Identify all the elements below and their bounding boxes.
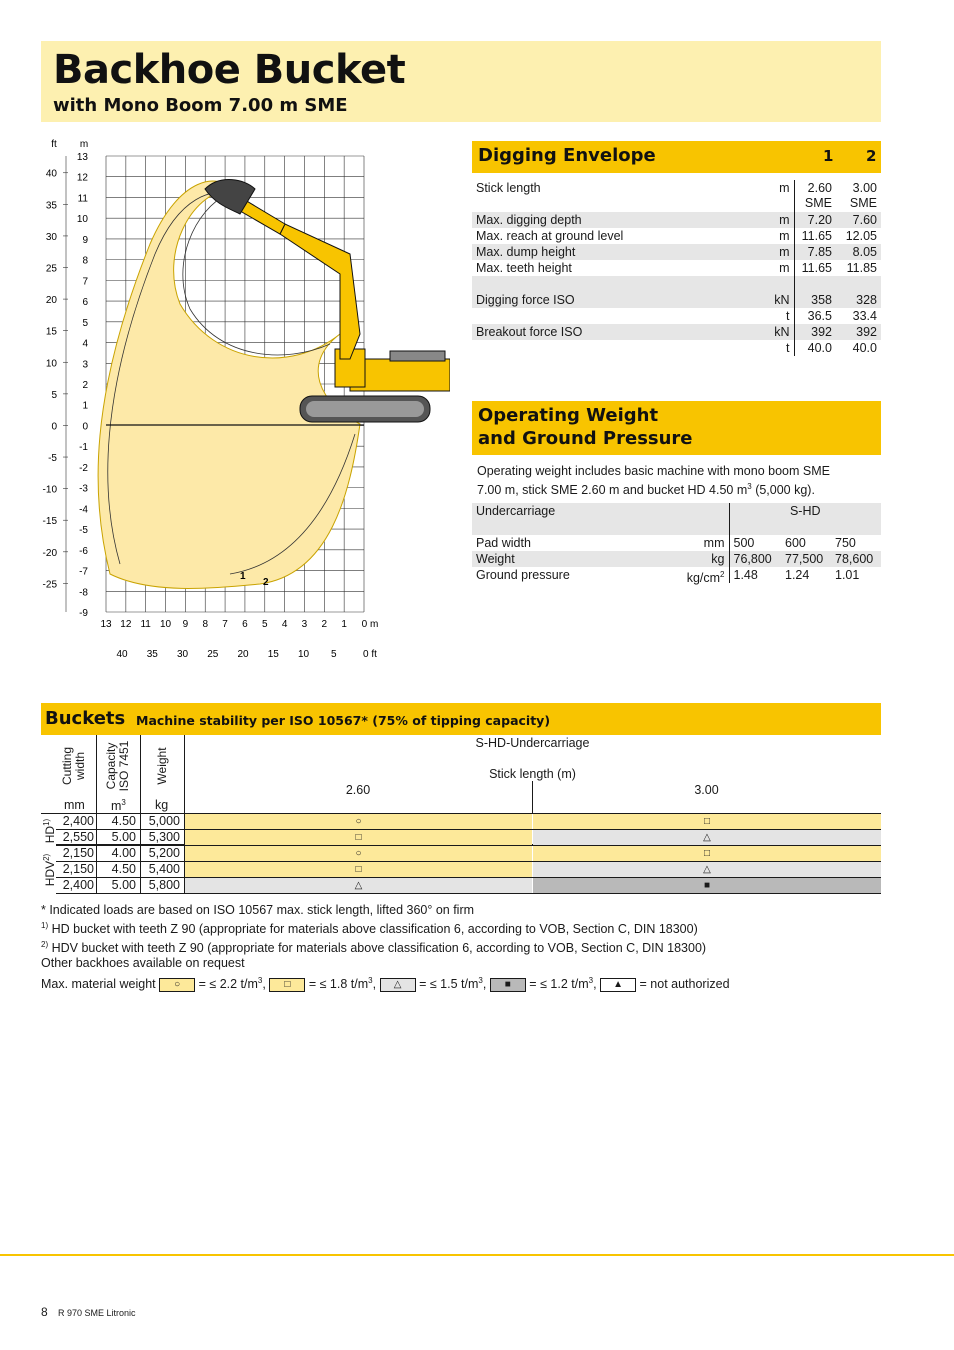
digging-row: Max. teeth height m 11.65 11.85	[476, 261, 877, 275]
bucket-row: 2,400 5.00 5,800 △ ■	[56, 878, 881, 894]
x-tick-m: 7	[222, 619, 228, 630]
footnote-2: $^{2)}$ HDV bucket with teeth Z 90 (appropriate for materials above classification 6, according to VOB, Section C, DIN 18300)	[41, 940, 707, 956]
y-tick-ft: -5	[48, 453, 57, 465]
x-tick-m: 2	[321, 619, 328, 630]
y-tick-m: 7	[82, 276, 88, 288]
bucket-row: 2,150 4.50 5,400 □ △	[56, 862, 881, 878]
y-tick-m: -2	[79, 462, 88, 474]
y-tick-ft: -15	[42, 516, 57, 528]
unit-mm: mm	[64, 798, 85, 812]
y-tick-ft: -20	[42, 547, 57, 559]
y-tick-m: 2	[82, 380, 88, 391]
digging-envelope-diagram	[30, 134, 450, 664]
operating-title-2: and Ground Pressure	[478, 428, 693, 449]
page-subtitle: with Mono Boom 7.00 m SME	[53, 95, 348, 116]
operating-weight-table	[472, 503, 881, 586]
legend-key: ○	[159, 978, 195, 992]
y-tick-m: 12	[76, 172, 88, 184]
x-tick-ft: 20	[237, 649, 249, 660]
page-number: 8	[41, 1305, 48, 1319]
legend-label: Max. material weight	[41, 977, 156, 992]
y-tick-m: -9	[79, 608, 88, 619]
footnotes	[41, 903, 881, 971]
y-tick-m: -5	[79, 525, 88, 537]
x-tick-ft: 5	[330, 649, 337, 660]
y-tick-m: 13	[76, 152, 88, 163]
y-tick-ft: 15	[45, 326, 57, 338]
digging-envelope-header	[472, 141, 881, 173]
x-tick-m: 12	[120, 619, 132, 630]
x-tick-m: 8	[202, 619, 209, 630]
x-tick-ft: 10	[297, 649, 310, 660]
operating-row: Weight kg 76,800 77,500 78,600	[472, 551, 881, 567]
footnote-other: Other backhoes available on request	[41, 956, 245, 971]
footnote-1: $^{1)}$ HD bucket with teeth Z 90 (appropriate for materials above classification 6, according to VOB, Section C, DIN 18300)	[41, 921, 698, 937]
legend-key: ▲	[600, 978, 636, 992]
y-tick-m: -6	[79, 545, 88, 557]
stick-length-b: 3.00	[694, 783, 719, 797]
digging-row: Breakout force ISO kN 392 392	[472, 324, 881, 340]
x-tick-ft: 40	[116, 649, 128, 660]
digging-row: t 40.0 40.0	[786, 341, 877, 355]
y-tick-m: 10	[76, 214, 88, 226]
buckets-title: Buckets	[45, 708, 126, 729]
digging-row: Max. dump height m 7.85 8.05	[472, 244, 881, 260]
digging-row: Max. digging depth m 7.20 7.60	[472, 212, 881, 228]
y-tick-ft: 35	[45, 200, 57, 212]
axis-unit-m: m	[79, 139, 89, 150]
y-tick-ft: -10	[42, 484, 57, 496]
y-tick-ft: 20	[45, 295, 57, 307]
y-tick-m: -3	[79, 483, 88, 495]
buckets-subtitle: Machine stability per ISO 10567* (75% of tipping capacity)	[136, 713, 551, 728]
spacer-row	[472, 276, 881, 292]
buckets-header	[41, 703, 881, 735]
y-tick-m: -8	[79, 587, 88, 599]
y-tick-ft: -25	[42, 579, 57, 591]
x-tick-ft: 15	[267, 649, 279, 660]
undercarriage-heading: S-HD-Undercarriage	[475, 736, 590, 750]
legend-key: △	[380, 978, 416, 992]
y-tick-m: 5	[82, 317, 88, 329]
digging-row: t 36.5 33.4	[786, 309, 877, 323]
col-weight: Weight	[155, 747, 169, 785]
group-hd: HD$^{1)}$	[42, 818, 57, 844]
undercarriage-label: Undercarriage	[472, 503, 729, 535]
y-tick-ft: 10	[45, 358, 57, 370]
stick-length-a: 2.60	[345, 783, 371, 797]
y-tick-m: -7	[79, 566, 88, 578]
legend-key: ■	[490, 978, 526, 992]
x-tick-m: 10	[159, 619, 172, 630]
bucket-row: 2,550 5.00 5,300 □ △	[56, 830, 881, 846]
x-tick-m: 9	[182, 619, 189, 630]
y-tick-m: 11	[77, 193, 88, 205]
legend-text: = ≤ 1.8 $t/m^3$,	[308, 976, 377, 992]
footer-model: R 970 SME Litronic	[58, 1308, 136, 1318]
digging-row: Stick length m 2.60 SME 3.00 SME	[476, 181, 877, 210]
x-tick-m: 11	[140, 619, 151, 630]
unit-kg: kg	[155, 798, 169, 812]
x-tick-m: 0 m	[361, 619, 379, 630]
col-capacity: Capacity ISO 7451	[104, 740, 131, 792]
x-tick-ft: 30	[176, 649, 189, 660]
axis-unit-ft: ft	[51, 139, 57, 150]
y-tick-m: -1	[79, 442, 88, 454]
legend-key: □	[269, 978, 305, 992]
page-title: Backhoe Bucket	[53, 47, 406, 93]
y-tick-m: 1	[82, 400, 88, 412]
digging-row: Max. reach at ground level m 11.65 12.05	[476, 229, 877, 243]
y-tick-m: 6	[82, 297, 88, 309]
legend-text: = not authorized	[639, 977, 730, 992]
y-tick-ft: 5	[51, 389, 57, 401]
page-header	[41, 41, 881, 122]
x-tick-m: 5	[261, 619, 268, 630]
legend-text: = ≤ 2.2 $t/m^3$,	[198, 976, 266, 992]
y-tick-m: 8	[82, 255, 88, 267]
operating-title-1: Operating Weight	[478, 405, 659, 426]
y-tick-m: 0	[82, 421, 88, 433]
x-tick-m: 6	[242, 619, 248, 630]
x-tick-m: 4	[281, 619, 288, 630]
stick-length-heading: Stick length (m)	[489, 767, 576, 781]
legend-text: = ≤ 1.2 $t/m^3$,	[529, 976, 597, 992]
material-legend	[41, 973, 881, 992]
y-tick-m: -4	[79, 504, 88, 516]
footnote-star: * Indicated loads are based on ISO 10567 max. stick length, lifted 360° on firm	[41, 903, 475, 917]
x-tick-m: 3	[301, 619, 308, 630]
curve-label-1: 1	[240, 571, 246, 582]
operating-desc-line1: Operating weight includes basic machine with mono boom SME	[477, 464, 830, 478]
operating-desc-line2: 7.00 m, stick SME 2.60 m and bucket HD 4.50 $m^3$ (5,000 kg).	[477, 482, 815, 498]
y-tick-m: 9	[82, 234, 88, 246]
unit-m3: $m^3$	[111, 798, 126, 814]
x-tick-m: 13	[100, 619, 112, 630]
y-tick-m: 3	[82, 359, 88, 371]
undercarriage-value: S-HD	[729, 503, 881, 535]
x-tick-ft: 35	[146, 649, 158, 660]
operating-row: Ground pressure $kg/cm^2$ 1.48 1.24 1.01	[476, 568, 860, 586]
operating-weight-header	[472, 401, 881, 455]
digging-envelope-table	[472, 180, 881, 356]
legend-text: = ≤ 1.5 $t/m^3$,	[419, 976, 487, 992]
x-tick-ft: 0 ft	[363, 649, 377, 660]
y-tick-ft: 0	[51, 421, 57, 433]
x-tick-ft: 25	[207, 649, 219, 660]
digging-envelope-title: Digging Envelope	[478, 145, 656, 166]
bucket-row: 2,150 4.00 5,200 ○ □	[56, 846, 881, 862]
operating-row: Pad width mm 500 600 750	[476, 536, 856, 550]
operating-description	[477, 463, 877, 498]
y-tick-m: 4	[82, 338, 88, 350]
col-1-label: 1	[823, 147, 834, 165]
bucket-row: 2,400 4.50 5,000 ○ □	[56, 814, 881, 830]
y-tick-ft: 30	[45, 231, 57, 243]
col-2-label: 2	[866, 147, 877, 165]
digging-row: Digging force ISO kN 358 328	[472, 292, 881, 308]
group-hdv: HDV$^{2)}$	[42, 853, 57, 887]
curve-label-2: 2	[263, 577, 269, 588]
footer-rule	[0, 1254, 954, 1256]
col-cutting-width: Cutting width	[60, 746, 87, 786]
y-tick-ft: 40	[45, 168, 57, 180]
y-tick-ft: 25	[45, 263, 57, 275]
buckets-table	[41, 735, 881, 893]
x-tick-m: 1	[341, 619, 347, 630]
